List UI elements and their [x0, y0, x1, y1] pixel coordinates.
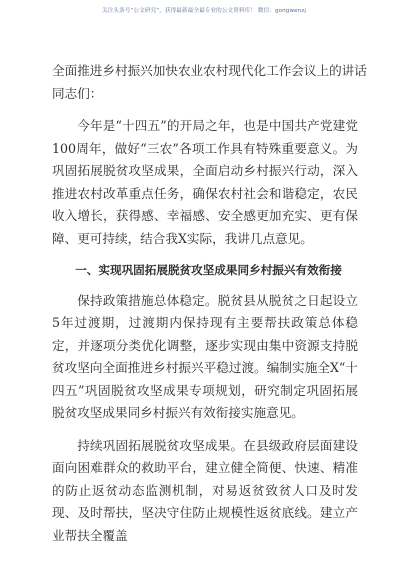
intro-paragraph: 今年是“十四五”的开局之年，也是中国共产党建党100周年，做好“三农”各项工作具有特殊重要意义。为巩固拓展脱贫攻坚成果，全面启动乡村振兴行动，深入推进农村改革重点任务，确保农村社会和谐稳定，农民收入增长，获得感、幸福感、安全感更加充实、更有保障、更可持续，结合我X实际，我讲几点意见。 [52, 118, 358, 246]
header-banner: 关注头条号“公文研究”，获得最新最全最专业的公文资料库！ 微信：gongwenzj [101, 8, 306, 14]
document-title: 全面推进乡村振兴加快农业农村现代化工作会议上的讲话 [52, 63, 367, 78]
body-paragraph: 保持政策措施总体稳定。脱贫县从脱贫之日起设立5年过渡期，过渡期内保持现有主要帮扶政策总体稳定，并逐项分类优化调整，逐步实现由集中资源支持脱贫攻坚向全面推进乡村振兴平稳过渡。编制实施全X“十四五”巩固脱贫攻坚成果专项规划，研究制定巩固拓展脱贫攻坚成果同乡村振兴有效衔接实施意见。 [52, 292, 358, 420]
salutation: 同志们： [52, 85, 103, 101]
document-body [52, 60, 367, 547]
section-heading: 一、实现巩固拓展脱贫攻坚成果同乡村振兴有效衔接 [75, 263, 342, 277]
body-paragraph: 持续巩固拓展脱贫攻坚成果。在县级政府层面建设面向困难群众的救助平台，建立健全简便、快速、精准的防止返贫动态监测机制，对易返贫致贫人口及时发现、及时帮扶，坚决守住防止规模性返贫底线。建立产业帮扶全覆盖 [52, 437, 358, 543]
